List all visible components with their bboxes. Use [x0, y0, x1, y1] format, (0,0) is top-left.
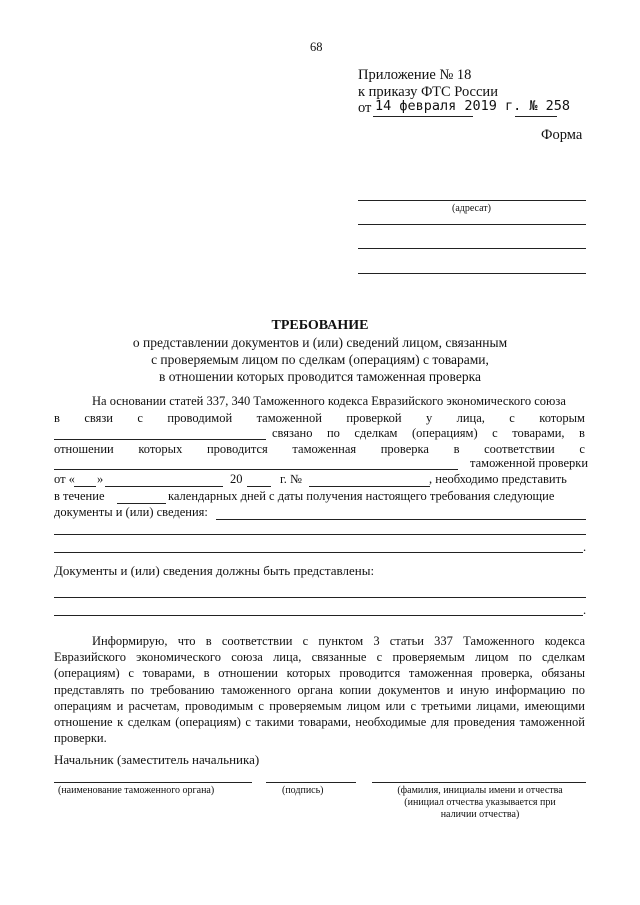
year-prefix: 20 [230, 472, 243, 486]
order-date-prefix: от [358, 100, 372, 116]
number-label: г. № [280, 472, 302, 486]
addressee-line-3 [358, 248, 586, 249]
fill-line-person [54, 439, 266, 440]
date-close-quote: » [97, 472, 104, 486]
fill-documents-2 [54, 534, 586, 535]
inform-paragraph: Информирую, что в соответствии с пунктом 3 статьи 337 Таможенного кодекса Евразийского экономического союза лица, связанные с проверяемым лицом по сделкам (операциям) с товарами, в отношении которых проводится таможенная проверка, обязаны представлять по требованию таможенного органа копии документов и иную информацию по операциям и расчетам, проводимым с проверяемым лицом или с третьими лицами, имеющими отношение к сделкам (операциям) с такими товарами, необходимые для проведения таможенной проверки. [54, 634, 585, 746]
appendix-number: Приложение № 18 [358, 67, 472, 83]
date-underline [373, 116, 473, 117]
fill-month [105, 486, 223, 487]
order-date-value: 14 февраля 2019 г. № 258 [375, 98, 571, 114]
number-underline [515, 116, 557, 117]
body-line-6-tail: , необходимо представить [429, 472, 567, 486]
name-caption-1: (фамилия, инициалы имени и отчества [397, 785, 563, 796]
deadline-label: Документы и (или) сведения должны быть представлены: [54, 563, 375, 578]
sign-line-name [372, 782, 586, 783]
fill-number [309, 486, 430, 487]
documents-label: документы и (или) сведения: [54, 505, 208, 519]
addressee-line-2 [358, 224, 586, 225]
org-caption: (наименование таможенного органа) [58, 785, 215, 796]
body-line-5: таможенной проверки [470, 456, 589, 470]
addressee-line-4 [358, 273, 586, 274]
fill-day [74, 486, 96, 487]
fill-documents-1 [216, 519, 586, 520]
order-reference: к приказу ФТС России [358, 84, 498, 100]
fill-line-basis [54, 469, 458, 470]
body-line-4: отношении которых проводится таможенная проверка в соответствии с [54, 442, 585, 456]
fill-year [247, 486, 271, 487]
body-line-3: связано по сделкам (операциям) с товарами, в [272, 426, 585, 440]
body-line-2: в связи с проводимой таможенной проверкой у лица, с которым [54, 411, 585, 425]
document-subtitle-1: о представлении документов и (или) сведений лицом, связанным [132, 335, 508, 350]
fill-days [117, 503, 166, 504]
name-caption-3: наличии отчества) [440, 809, 520, 820]
date-open-label: от « [54, 472, 75, 486]
body-line-7-tail: календарных дней с даты получения настоящего требования следующие [168, 489, 555, 503]
name-caption-2: (инициал отчества указывается при [404, 797, 556, 808]
fill-deadline-1 [54, 597, 586, 598]
document-subtitle-3: в отношении которых проводится таможенная проверка [159, 369, 481, 384]
document-subtitle-2: с проверяемым лицом по сделкам (операциям) с товарами, [151, 352, 489, 367]
document-page: 68 Приложение № 18 к приказу ФТС России от 14 февраля 2019 г. № 258 Форма (адресат) ТРЕБОВАНИЕ о представлении документов и (или) сведений лицом, связанным с проверяемым лицом по сделкам (операциям) с товарами, в отношении которых проводится таможенная проверка На основании статей 337, 340 Таможенного кодекса Евразийского экономического союза в связи с проводимой таможенной проверкой у лица, с которым связано по сделкам (операциям) с товарами, в отношении которых проводится таможенная проверка в соответствии с таможенной проверки от « » 20 г. № , необходимо представить в течение календарных дней с даты получения настоящего требования следующие документы и (или) сведения: . Документы и (или) сведения должны быть представлены: . Информирую, что в соответствии с пунктом 3 статьи 337 Таможенного кодекса Евразийского экономического союза лица, связанные с проверяемым лицом по сделкам (операциям) с товарами, в отношении которых проводится таможенная проверка, обязаны представлять по требованию таможенного органа копии документов и иную информацию по операциям и расчетам, проводимым с проверяемым лицом или с третьими лицами, имеющими отношение к сделкам (операциям) с такими товарами, необходимые для проведения таможенной проверки. Начальник (заместитель начальника) (наименование таможенного органа) (подпись) (фамилия, инициалы имени и отчества (инициал отчества указывается при наличии отчества) [0, 0, 640, 905]
body-line-1: На основании статей 337, 340 Таможенного кодекса Евразийского экономического союза [92, 394, 566, 408]
page-number: 68 [310, 40, 323, 54]
within-label: в течение [54, 489, 105, 503]
fill-deadline-2 [54, 615, 583, 616]
addressee-line-1 [358, 200, 586, 201]
addressee-caption: (адресат) [452, 203, 491, 214]
fill-documents-3 [54, 552, 583, 553]
sign-line-signature [266, 782, 356, 783]
signature-caption: (подпись) [282, 785, 324, 796]
form-label: Форма [541, 127, 583, 143]
signatory-title: Начальник (заместитель начальника) [54, 752, 260, 767]
document-title: ТРЕБОВАНИЕ [271, 318, 369, 333]
sign-line-org [54, 782, 252, 783]
